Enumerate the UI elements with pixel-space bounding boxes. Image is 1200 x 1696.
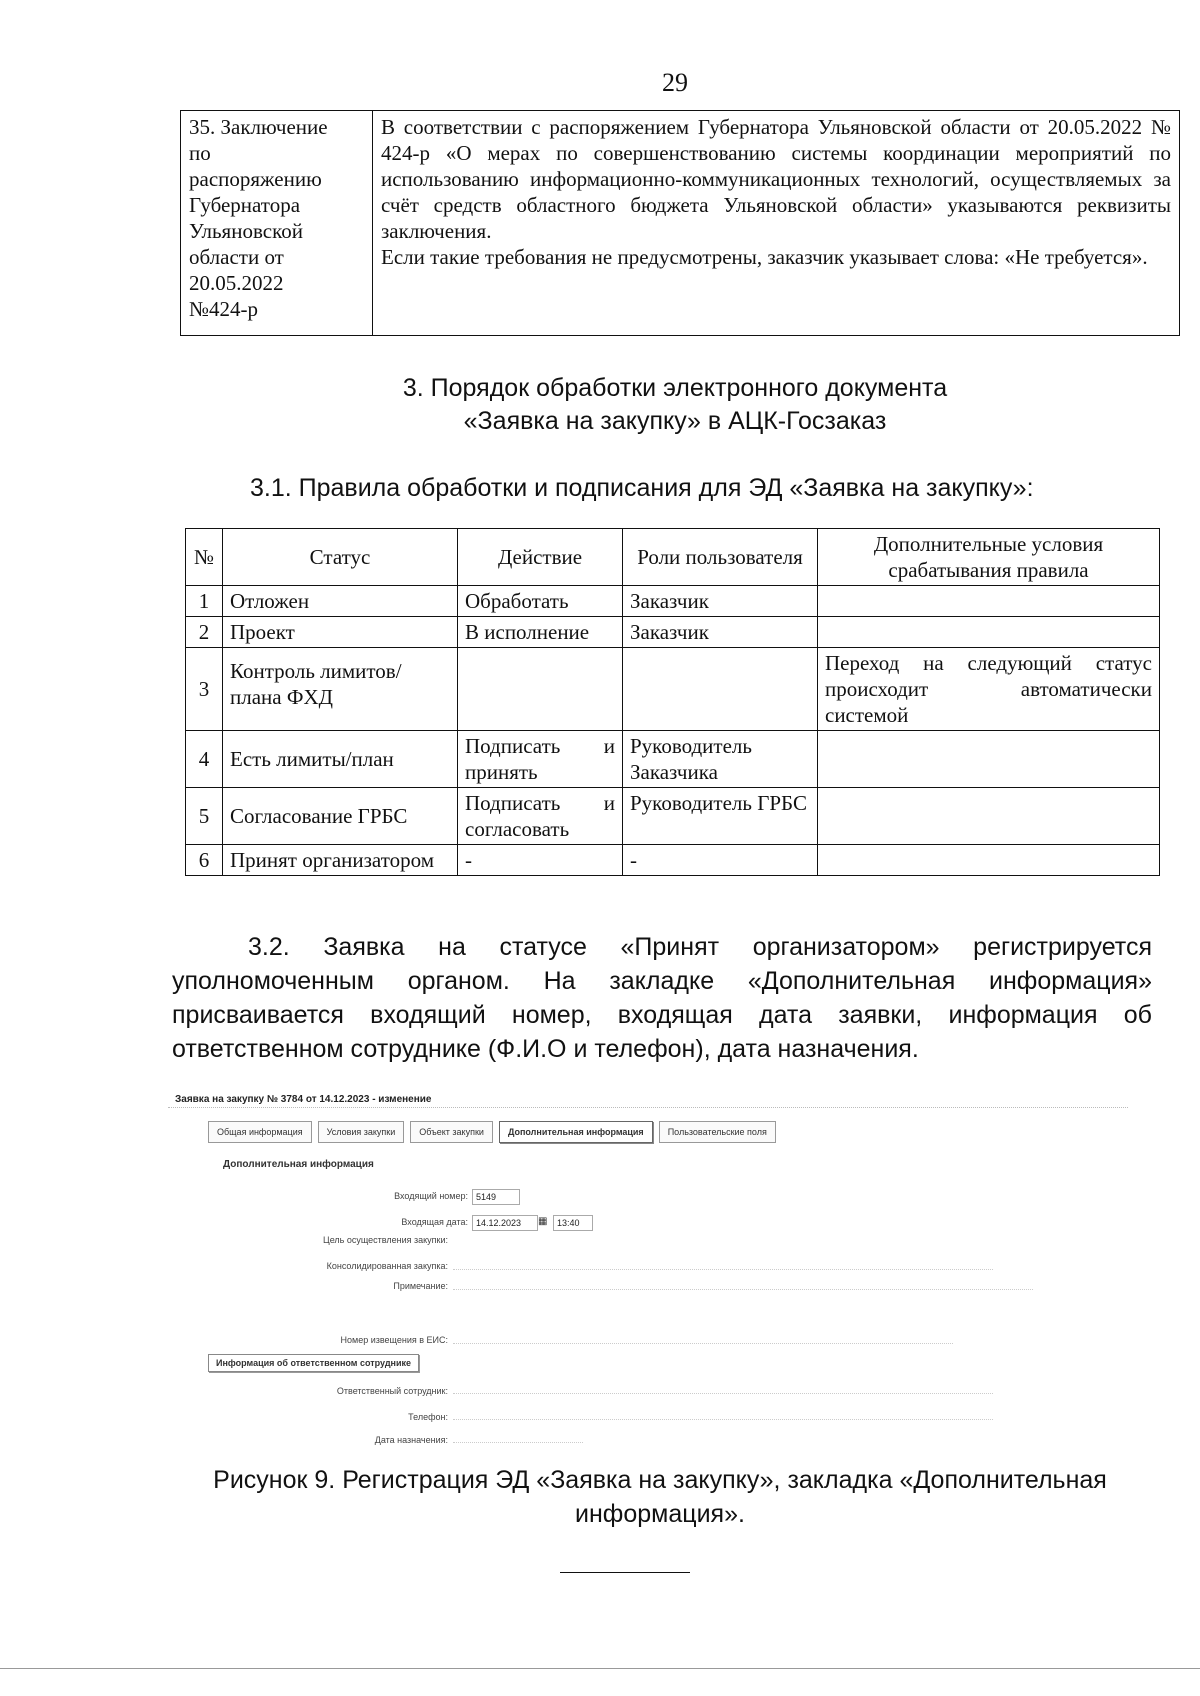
row-num: 3 xyxy=(186,648,223,731)
responsible-field[interactable] xyxy=(453,1393,993,1394)
row-status: Проект xyxy=(223,617,458,648)
item-35-text-cell xyxy=(373,111,1180,336)
item-35-label-line: Ульяновской xyxy=(189,219,303,243)
closing-rule xyxy=(560,1572,690,1573)
row-role: Руководитель Заказчика xyxy=(623,731,818,788)
item-35-table xyxy=(180,110,1180,336)
item-35-label-line: распоряжению xyxy=(189,167,322,191)
page-bottom-rule xyxy=(0,1668,1200,1669)
row-status: Отложен xyxy=(223,586,458,617)
row-action xyxy=(458,648,623,731)
row-num: 5 xyxy=(186,788,223,845)
assign-date-field[interactable] xyxy=(453,1442,583,1443)
figure-caption: Рисунок 9. Регистрация ЭД «Заявка на закупку», закладка «Дополнительная информация». xyxy=(213,1466,1107,1528)
row-condition xyxy=(818,731,1160,788)
item-35-label-line: 35. Заключение xyxy=(189,115,328,139)
header-conditions: Дополнительные условия срабатывания правила xyxy=(818,529,1160,586)
row-condition xyxy=(818,788,1160,845)
incoming-date-field[interactable]: 14.12.2023 xyxy=(472,1215,538,1231)
row-role xyxy=(623,648,818,731)
header-status: Статус xyxy=(223,529,458,586)
incoming-date-label: Входящая дата: xyxy=(401,1217,468,1227)
row-status: Согласование ГРБС xyxy=(223,788,458,845)
tab-purchase-object[interactable]: Объект закупки xyxy=(410,1121,493,1143)
row-condition xyxy=(818,845,1160,876)
item-35-text-2: Если такие требования не предусмотрены, заказчик указывает слова: «Не требуется». xyxy=(381,245,1148,269)
purpose-label: Цель осуществления закупки: xyxy=(323,1235,448,1245)
window-title: Заявка на закупку № 3784 от 14.12.2023 - изменение xyxy=(175,1094,432,1105)
tab-purchase-terms[interactable]: Условия закупки xyxy=(318,1121,405,1143)
header-role: Роли пользователя xyxy=(623,529,818,586)
title-separator xyxy=(168,1107,1128,1108)
row-num: 2 xyxy=(186,617,223,648)
responsible-label: Ответственный сотрудник: xyxy=(336,1386,448,1396)
rules-table-header xyxy=(186,529,1160,586)
row-action: Подписать и согласовать xyxy=(458,788,623,845)
row-status: Контроль лимитов/плана ФХД xyxy=(223,648,458,731)
row-num: 1 xyxy=(186,586,223,617)
row-action: Обработать xyxy=(458,586,623,617)
item-35-label-line: 20.05.2022 xyxy=(189,271,284,295)
tab-user-fields[interactable]: Пользовательские поля xyxy=(659,1121,776,1143)
row-num: 4 xyxy=(186,731,223,788)
row-action: В исполнение xyxy=(458,617,623,648)
tab-general-info[interactable]: Общая информация xyxy=(208,1121,312,1143)
tab-bar xyxy=(208,1121,776,1143)
incoming-number-label: Входящий номер: xyxy=(394,1191,468,1201)
row-condition xyxy=(818,586,1160,617)
item-35-label-line: по xyxy=(189,141,211,165)
table-row xyxy=(186,845,1160,876)
section-title: Дополнительная информация xyxy=(223,1159,374,1170)
consolidated-label: Консолидированная закупка: xyxy=(326,1261,448,1271)
item-35-label-cell xyxy=(181,111,373,336)
note-label: Примечание: xyxy=(393,1281,448,1291)
table-row xyxy=(186,731,1160,788)
row-condition xyxy=(818,617,1160,648)
app-screenshot xyxy=(168,1085,1143,1455)
row-action: Подписать и принять xyxy=(458,731,623,788)
calendar-icon[interactable]: ▦ xyxy=(538,1216,548,1227)
row-role: Руководитель ГРБС xyxy=(623,788,818,845)
item-35-label-line: №424-р xyxy=(189,297,259,321)
section-3-title-line-2: «Заявка на закупку» в АЦК-Госзаказ xyxy=(463,407,887,435)
table-row xyxy=(186,788,1160,845)
table-row xyxy=(186,586,1160,617)
notice-number-label: Номер извещения в ЕИС: xyxy=(340,1335,448,1345)
incoming-number-field[interactable]: 5149 xyxy=(472,1189,520,1205)
header-action: Действие xyxy=(458,529,623,586)
notice-number-field[interactable] xyxy=(453,1343,953,1344)
note-field[interactable] xyxy=(453,1289,1033,1290)
row-condition: Переход на следующий статус происходит автоматически системой xyxy=(818,648,1160,731)
row-action: - xyxy=(458,845,623,876)
paragraph-3-2 xyxy=(172,930,1152,1066)
rules-table xyxy=(185,528,1160,876)
item-35-text: В соответствии с распоряжением Губернатора Ульяновской области от 20.05.2022 № 424-р «О мерах по совершенствованию системы координации мероприятий по использованию информационно-коммуникационных технологий, осуществляемых за счёт средств областного бюджета Ульяновской области» указываются реквизиты заключения. xyxy=(381,115,1171,243)
section-3-title-line-1: 3. Порядок обработки электронного документа xyxy=(402,374,948,402)
item-35-label-line: области от xyxy=(189,245,284,269)
phone-label: Телефон: xyxy=(408,1412,448,1422)
responsible-section-title: Информация об ответственном сотруднике xyxy=(208,1354,419,1372)
section-3-1-subtitle: 3.1. Правила обработки и подписания для ЭД «Заявка на закупку»: xyxy=(250,474,1034,502)
row-role: - xyxy=(623,845,818,876)
paragraph-3-2-text: 3.2. Заявка на статусе «Принят организатором» регистрируется уполномоченным органом. На закладке «Дополнительная информация» присваивается входящий номер, входящая дата заявки, информация об ответственном сотруднике (Ф.И.О и телефон), дата назначения. xyxy=(172,933,1152,1063)
incoming-time-field[interactable]: 13:40 xyxy=(553,1215,593,1231)
consolidated-field[interactable] xyxy=(453,1269,993,1270)
row-role: Заказчик xyxy=(623,617,818,648)
row-status: Принят организатором xyxy=(223,845,458,876)
phone-field[interactable] xyxy=(453,1419,993,1420)
table-row xyxy=(186,648,1160,731)
header-num: № xyxy=(186,529,223,586)
row-num: 6 xyxy=(186,845,223,876)
row-role: Заказчик xyxy=(623,586,818,617)
table-row xyxy=(186,617,1160,648)
item-35-label-line: Губернатора xyxy=(189,193,301,217)
tab-additional-info[interactable]: Дополнительная информация xyxy=(499,1121,653,1143)
page-number: 29 xyxy=(662,68,688,97)
row-status: Есть лимиты/план xyxy=(223,731,458,788)
assign-date-label: Дата назначения: xyxy=(374,1435,448,1445)
